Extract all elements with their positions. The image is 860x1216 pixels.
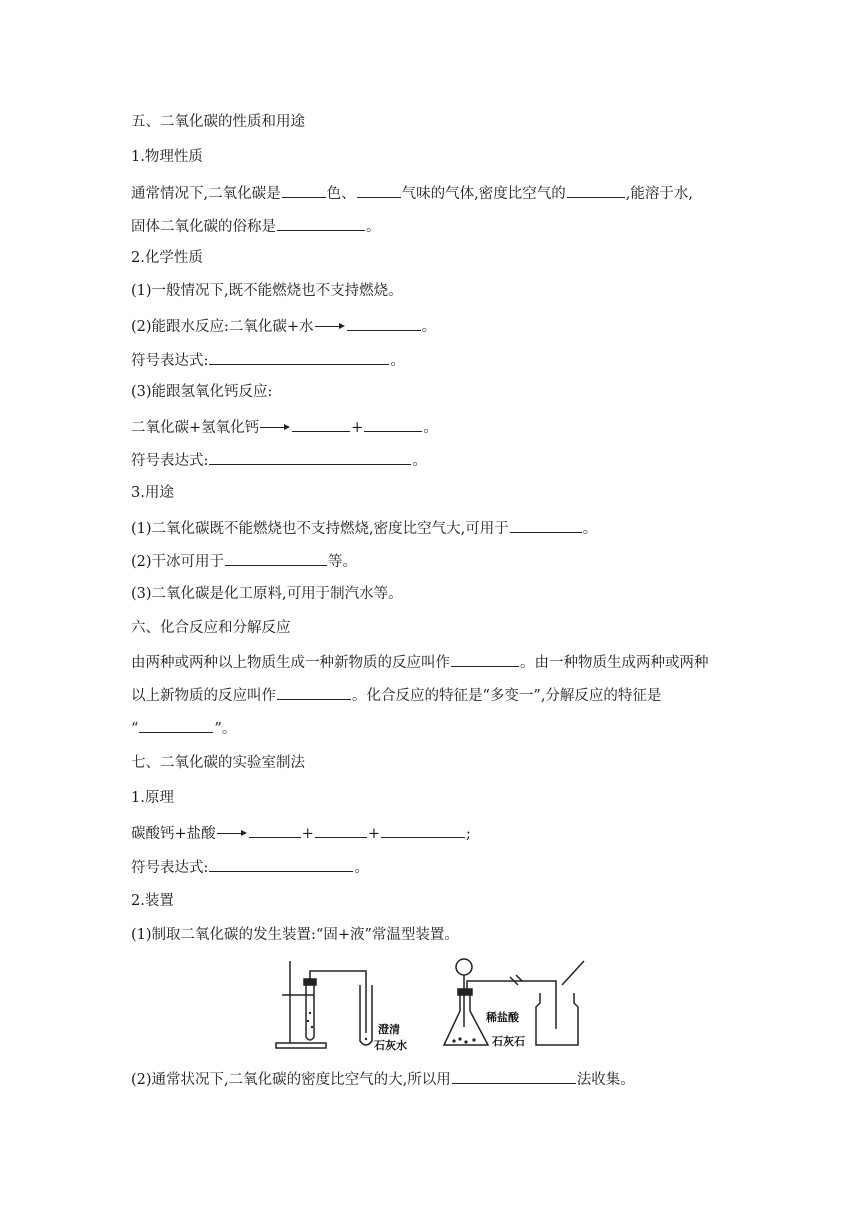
limestone-shape <box>458 1037 461 1040</box>
tube-clamp-shape <box>510 975 522 985</box>
bubble-shape <box>309 1012 311 1014</box>
label-dilute-acid: 稀盐酸 <box>486 1011 519 1024</box>
blank-use-2[interactable] <box>225 550 327 566</box>
section-7-title: 七、二氧化碳的实验室制法 <box>131 755 305 771</box>
uses-title: 3.用途 <box>131 485 174 501</box>
flask-stopper-shape <box>458 989 472 995</box>
apparatus-diagram <box>270 955 600 1055</box>
limestone-shape <box>472 1038 475 1041</box>
blank-decomposition-reaction[interactable] <box>277 684 351 700</box>
physical-properties-line-1: 通常情况下,二氧化碳是 色、 气味的气体,密度比空气的 ,能溶于水, <box>131 182 732 204</box>
chemical-property-2-symbol: 符号表达式: 。 <box>131 349 732 371</box>
use-2: (2)干冰可用于 等。 <box>131 550 732 572</box>
physical-properties-title: 1.物理性质 <box>131 149 203 165</box>
reaction-arrow-icon <box>260 423 290 433</box>
blank-principle-product-3[interactable] <box>381 822 465 838</box>
section-6-line-1: 由两种或两种以上物质生成一种新物质的反应叫作 。由一种物质生成两种或两种 <box>131 651 732 673</box>
funnel-bulb-shape <box>456 959 472 975</box>
use-1: (1)二氧化碳既不能燃烧也不支持燃烧,密度比空气大,可用于 。 <box>131 517 732 539</box>
blank-product-1[interactable] <box>292 416 350 432</box>
section-6-line-2: 以上新物质的反应叫作 。化合反应的特征是“多变一”,分解反应的特征是 <box>131 684 732 706</box>
apparatus-figure <box>270 955 600 1055</box>
bubble-shape <box>365 1038 367 1040</box>
stand-base-shape <box>276 1043 326 1048</box>
blank-combination-reaction[interactable] <box>451 651 519 667</box>
apparatus-line-2: (2)通常状况下,二氧化碳的密度比空气的大,所以用 法收集。 <box>131 1068 732 1090</box>
chemical-property-3-symbol: 符号表达式: 。 <box>131 449 732 471</box>
chemical-property-1: (1)一般情况下,既不能燃烧也不支持燃烧。 <box>131 283 403 299</box>
apparatus-line-1: (1)制取二氧化碳的发生装置:“固+液”常温型装置。 <box>131 927 459 943</box>
blank-water-product[interactable] <box>347 315 421 331</box>
gas-bottle-shape <box>536 993 578 1045</box>
physical-properties-line-2: 固体二氧化碳的俗称是 。 <box>131 215 732 237</box>
chemical-property-3: (3)能跟氢氧化钙反应: <box>131 384 273 400</box>
delivery-tube-1-shape <box>310 971 366 1033</box>
limestone-shape <box>464 1040 467 1043</box>
blank-product-2[interactable] <box>364 416 422 432</box>
section-5-title: 五、二氧化碳的性质和用途 <box>131 114 305 130</box>
chemical-property-3-equation: 二氧化碳+氢氧化钙 + 。 <box>131 416 732 438</box>
bubble-shape <box>311 1026 313 1028</box>
principle-equation: 碳酸钙+盐酸 + + ; <box>131 822 732 844</box>
apparatus-title: 2.装置 <box>131 893 174 909</box>
blank-symbol-expression-2[interactable] <box>209 449 411 465</box>
chemical-properties-title: 2.化学性质 <box>131 250 203 266</box>
section-6-line-3: “ ”。 <box>131 717 732 739</box>
use-3: (3)二氧化碳是化工原料,可用于制汽水等。 <box>131 586 403 602</box>
label-limestone: 石灰石 <box>492 1035 525 1048</box>
glass-slide-shape <box>562 961 584 985</box>
blank-color[interactable] <box>282 182 326 198</box>
blank-symbol-expression-3[interactable] <box>209 856 353 872</box>
reaction-arrow-icon <box>217 829 247 839</box>
label-limewater-2: 石灰水 <box>374 1039 407 1052</box>
blank-principle-product-2[interactable] <box>315 822 367 838</box>
reaction-arrow-icon <box>315 322 345 332</box>
blank-symbol-expression-1[interactable] <box>209 349 389 365</box>
blank-odor[interactable] <box>357 182 401 198</box>
bubble-shape <box>307 1020 309 1022</box>
principle-symbol: 符号表达式: 。 <box>131 856 732 878</box>
blank-use-1[interactable] <box>510 517 582 533</box>
conical-flask-shape <box>444 995 488 1045</box>
blank-decomposition-feature[interactable] <box>139 717 213 733</box>
chemical-property-2: (2)能跟水反应:二氧化碳+水 。 <box>131 315 732 337</box>
blank-collection-method[interactable] <box>452 1068 576 1084</box>
principle-title: 1.原理 <box>131 790 174 806</box>
section-6-title: 六、化合反应和分解反应 <box>131 620 291 636</box>
limestone-shape <box>452 1039 455 1042</box>
blank-dry-ice-name[interactable] <box>277 215 365 231</box>
label-limewater-1: 澄清 <box>378 1023 400 1036</box>
stopper-shape <box>304 979 316 985</box>
blank-principle-product-1[interactable] <box>249 822 301 838</box>
blank-density[interactable] <box>567 182 625 198</box>
